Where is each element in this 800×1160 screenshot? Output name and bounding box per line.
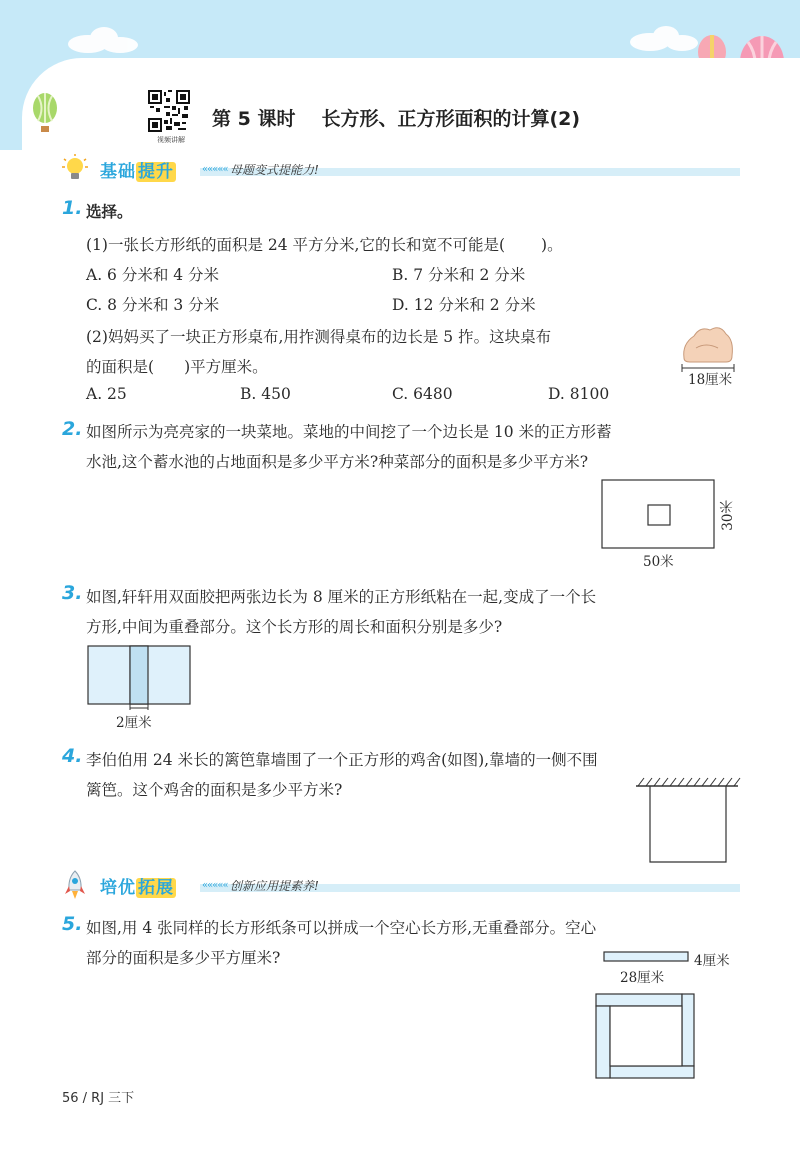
q1-option-d: D. 12 分米和 2 分米 (392, 296, 536, 314)
top-strip (596, 994, 682, 1006)
q1-sub1-stem (86, 233, 563, 255)
q1-sub1-stem-a: (1)一张长方形纸的面积是 24 平方分米,它的长和宽不可能是( (86, 236, 506, 254)
q2-line1: 如图所示为亮亮家的一块菜地。菜地的中间挖了一个边长是 10 米的正方形蓄 (86, 423, 612, 441)
q1-option-a: A. 6 分米和 4 分米 (86, 266, 220, 284)
section-title-part: 培优 (100, 878, 136, 898)
qr-caption: 视频讲解 (157, 136, 185, 144)
q1-sub2-stem-a: 的面积是( (86, 358, 155, 376)
q1-sub2-stem-line2 (86, 355, 268, 377)
strip-length-label: 28厘米 (620, 970, 665, 986)
q5-line1: 如图,用 4 张同样的长方形纸条可以拼成一个空心长方形,无重叠部分。空心 (86, 919, 597, 937)
bottom-strip (610, 1066, 694, 1078)
strip-width-label: 4厘米 (694, 953, 730, 969)
plot-height-label: 30米 (720, 500, 736, 531)
q1-option-c: C. 8 分米和 3 分米 (86, 296, 220, 314)
chicken-coop-figure (632, 774, 742, 866)
question-title: 选择。 (86, 203, 133, 221)
lesson-number: 第 5 课时 (212, 108, 296, 130)
q3-line1: 如图,轩轩用双面胶把两张边长为 8 厘米的正方形纸粘在一起,变成了一个长 (86, 588, 597, 606)
q4-line1: 李伯伯用 24 米长的篱笆靠墙围了一个正方形的鸡舍(如图),靠墙的一侧不围 (86, 751, 598, 769)
fence-outline (650, 786, 726, 862)
section-advanced-header (60, 876, 740, 898)
q2-line2: 水池,这个蓄水池的占地面积是多少平方米?种菜部分的面积是多少平方米? (86, 453, 589, 471)
lesson-title-text: 长方形、正方形面积的计算(2) (321, 108, 581, 130)
right-strip (682, 994, 694, 1066)
q1-sub2-option-a: A. 25 (86, 385, 127, 403)
page-title (212, 104, 580, 131)
plot-width-label: 50米 (643, 554, 674, 570)
hollow-rectangle-figure (590, 990, 706, 1082)
question-number: 2. (62, 418, 83, 440)
q1-sub1-stem-b: )。 (541, 236, 563, 254)
section-title-highlight: 提升 (138, 162, 174, 182)
qr-code-icon (148, 90, 190, 132)
q1-sub2-stem-b: )平方厘米。 (184, 358, 268, 376)
paper-strip-figure (600, 948, 692, 964)
section-title-highlight: 拓展 (138, 878, 174, 898)
q1-option-b: B. 7 分米和 2 分米 (392, 266, 526, 284)
overlap-strip (130, 646, 148, 704)
section-title (100, 157, 176, 182)
lightbulb-icon (62, 154, 88, 184)
question-number: 4. (62, 745, 83, 767)
decorative-dots: ««««« (202, 164, 228, 175)
q4-line2: 篱笆。这个鸡舍的面积是多少平方米? (86, 781, 343, 799)
overlap-label: 2厘米 (116, 715, 152, 731)
question-number: 1. (62, 197, 83, 219)
question-number: 3. (62, 582, 83, 604)
page-footer: 56 / RJ 三下 (62, 1091, 135, 1106)
section-title-part: 基础 (100, 162, 136, 182)
balloon-icon (30, 92, 60, 136)
section-basic-header (60, 160, 740, 182)
q3-line2: 方形,中间为重叠部分。这个长方形的周长和面积分别是多少? (86, 618, 503, 636)
decorative-dots: ««««« (202, 880, 228, 891)
overlap-squares-figure (84, 642, 196, 712)
rocket-icon (64, 870, 86, 900)
q1-sub2-option-c: C. 6480 (392, 385, 453, 403)
hollow-area (610, 1006, 682, 1066)
pond-square (648, 505, 670, 525)
q5-line2: 部分的面积是多少平方厘米? (86, 949, 281, 967)
q1-sub2-option-d: D. 8100 (548, 385, 610, 403)
q1-sub2-option-b: B. 450 (240, 385, 291, 403)
section-slogan: 母题变式提能力! (230, 163, 319, 177)
question-number: 5. (62, 913, 83, 935)
section-slogan: 创新应用提素养! (230, 879, 319, 893)
q1-sub2-stem-line1: (2)妈妈买了一块正方形桌布,用拃测得桌布的边长是 5 拃。这块桌布 (86, 328, 552, 346)
paper-strip (604, 952, 688, 961)
left-strip (596, 1006, 610, 1078)
section-title (100, 873, 176, 898)
hand-span-label: 18厘米 (688, 372, 733, 388)
